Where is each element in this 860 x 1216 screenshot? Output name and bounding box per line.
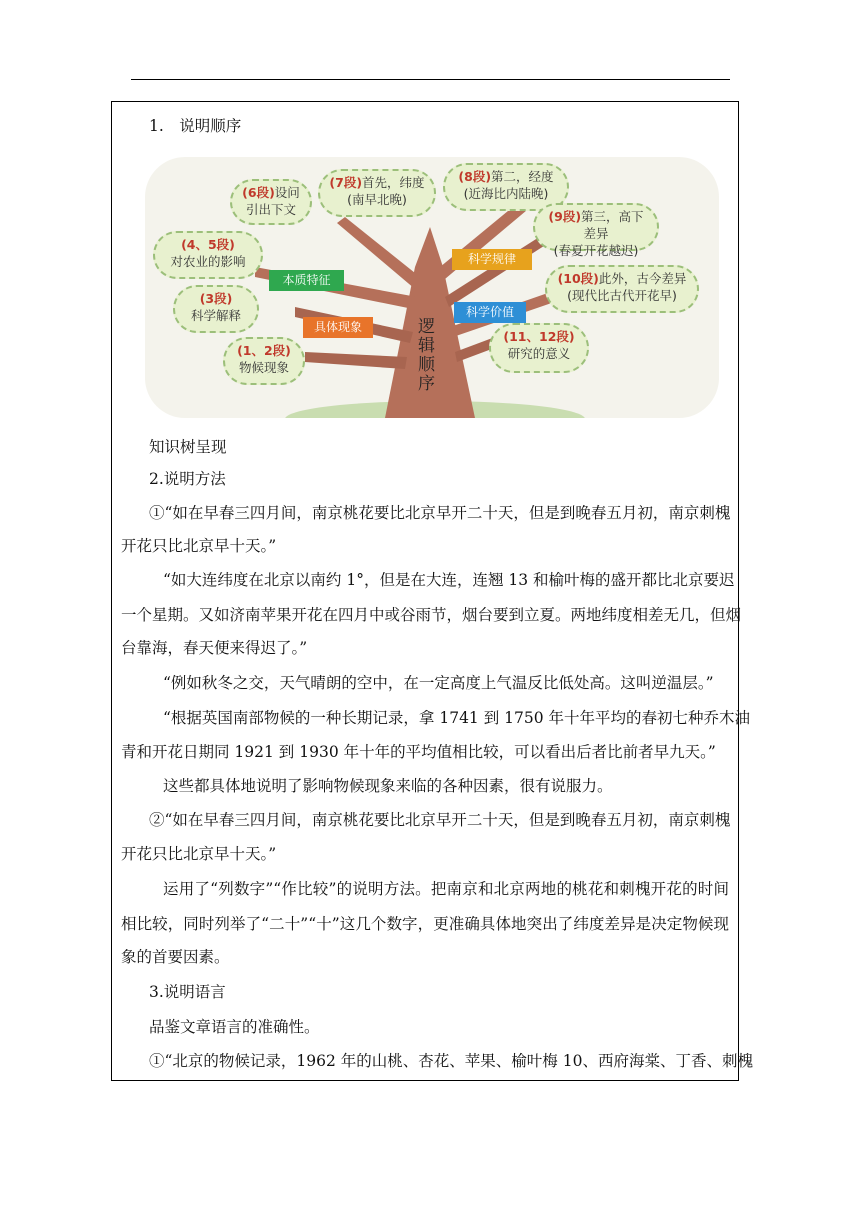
- trunk-label: 逻辑顺序: [414, 317, 434, 393]
- paragraph-line: 台靠海，春天便来得迟了。”: [121, 639, 308, 657]
- paragraph-line: 一个星期。又如济南苹果开花在四月中或谷雨节，烟台要到立夏。两地纬度相差无几，但烟: [121, 606, 742, 624]
- tag-phenomenon: 具体现象: [303, 317, 373, 338]
- cloud-num: (1、2段): [237, 343, 291, 358]
- header-rule: [131, 79, 730, 80]
- paragraph-line: 品鉴文章语言的准确性。: [149, 1018, 320, 1036]
- cloud-text: 第二，经度: [491, 169, 554, 184]
- cloud-text: 对农业的影响: [170, 254, 246, 269]
- cloud-para4-5: [153, 231, 263, 279]
- section3-heading: 3.说明语言: [149, 983, 226, 1001]
- cloud-text: 首先，纬度: [362, 175, 425, 190]
- cloud-text: 引出下文: [245, 202, 296, 217]
- tag-essence: 本质特征: [269, 270, 344, 291]
- cloud-para3: [173, 285, 259, 333]
- paragraph-line: 象的首要因素。: [121, 948, 230, 966]
- cloud-para9: [533, 203, 659, 258]
- section2-heading: 2.说明方法: [149, 470, 226, 488]
- cloud-num: (7段): [329, 175, 363, 190]
- section1-heading: 1. 说明顺序: [149, 117, 242, 135]
- knowledge-tree-figure: [145, 157, 719, 418]
- paragraph-line: ①“如在早春三四月间，南京桃花要比北京早开二十天，但是到晚春五月初，南京刺槐: [149, 504, 731, 522]
- paragraph-line: “根据英国南部物候的一种长期记录，拿 1741 到 1750 年十年平均的春初七种乔木油: [163, 709, 751, 727]
- cloud-para11-12: [489, 323, 589, 373]
- cloud-num: (10段): [557, 271, 599, 286]
- cloud-text: (南早北晚): [347, 192, 407, 207]
- cloud-para1-2: [223, 337, 305, 385]
- paragraph-line: ②“如在早春三四月间，南京桃花要比北京早开二十天，但是到晚春五月初，南京刺槐: [149, 811, 731, 829]
- paragraph-line: 开花只比北京早十天。”: [121, 537, 277, 555]
- cloud-num: (11、12段): [503, 329, 575, 344]
- cloud-num: (8段): [458, 169, 492, 184]
- paragraph-line: “如大连纬度在北京以南约 1°，但是在大连，连翘 13 和榆叶梅的盛开都比北京要迟: [163, 571, 735, 589]
- tag-law: 科学规律: [452, 249, 532, 270]
- cloud-text: (近海比内陆晚): [463, 186, 549, 201]
- paragraph-line: 青和开花日期同 1921 到 1930 年十年的平均值相比较，可以看出后者比前者早九天。”: [121, 743, 716, 761]
- cloud-num: (3段): [199, 291, 233, 306]
- cloud-text: 研究的意义: [507, 346, 571, 361]
- cloud-text: 第三，高下差异: [581, 209, 644, 241]
- paragraph-line: 这些都具体地说明了影响物候现象来临的各种因素，很有说服力。: [163, 777, 613, 795]
- cloud-para10: [545, 265, 699, 313]
- cloud-para7: [318, 169, 436, 217]
- cloud-num: (4、5段): [181, 237, 235, 252]
- cloud-text: (春夏开花越迟): [553, 243, 639, 258]
- cloud-text: (现代比古代开花早): [567, 288, 677, 303]
- tag-value: 科学价值: [454, 302, 526, 323]
- cloud-text: 物候现象: [238, 360, 289, 375]
- figure-caption: 知识树呈现: [149, 438, 227, 456]
- cloud-num: (6段): [242, 185, 275, 200]
- paragraph-line: 相比较，同时列举了“二十”“十”这几个数字，更准确具体地突出了纬度差异是决定物候现: [121, 915, 729, 933]
- paragraph-line: ①“北京的物候记录，1962 年的山桃、杏花、苹果、榆叶梅 10、西府海棠、丁香、刺槐: [149, 1052, 753, 1070]
- cloud-text: 此外，古今差异: [598, 271, 687, 286]
- paragraph-line: “例如秋冬之交，天气晴朗的空中，在一定高度上气温反比低处高。这叫逆温层。”: [163, 674, 714, 692]
- cloud-text: 设问: [274, 185, 300, 200]
- cloud-num: (9段): [548, 209, 582, 224]
- paragraph-line: 开花只比北京早十天。”: [121, 845, 277, 863]
- cloud-text: 科学解释: [190, 308, 241, 323]
- paragraph-line: 运用了“列数字”“作比较”的说明方法。把南京和北京两地的桃花和刺槐开花的时间: [163, 880, 729, 898]
- cloud-para6: [230, 179, 312, 225]
